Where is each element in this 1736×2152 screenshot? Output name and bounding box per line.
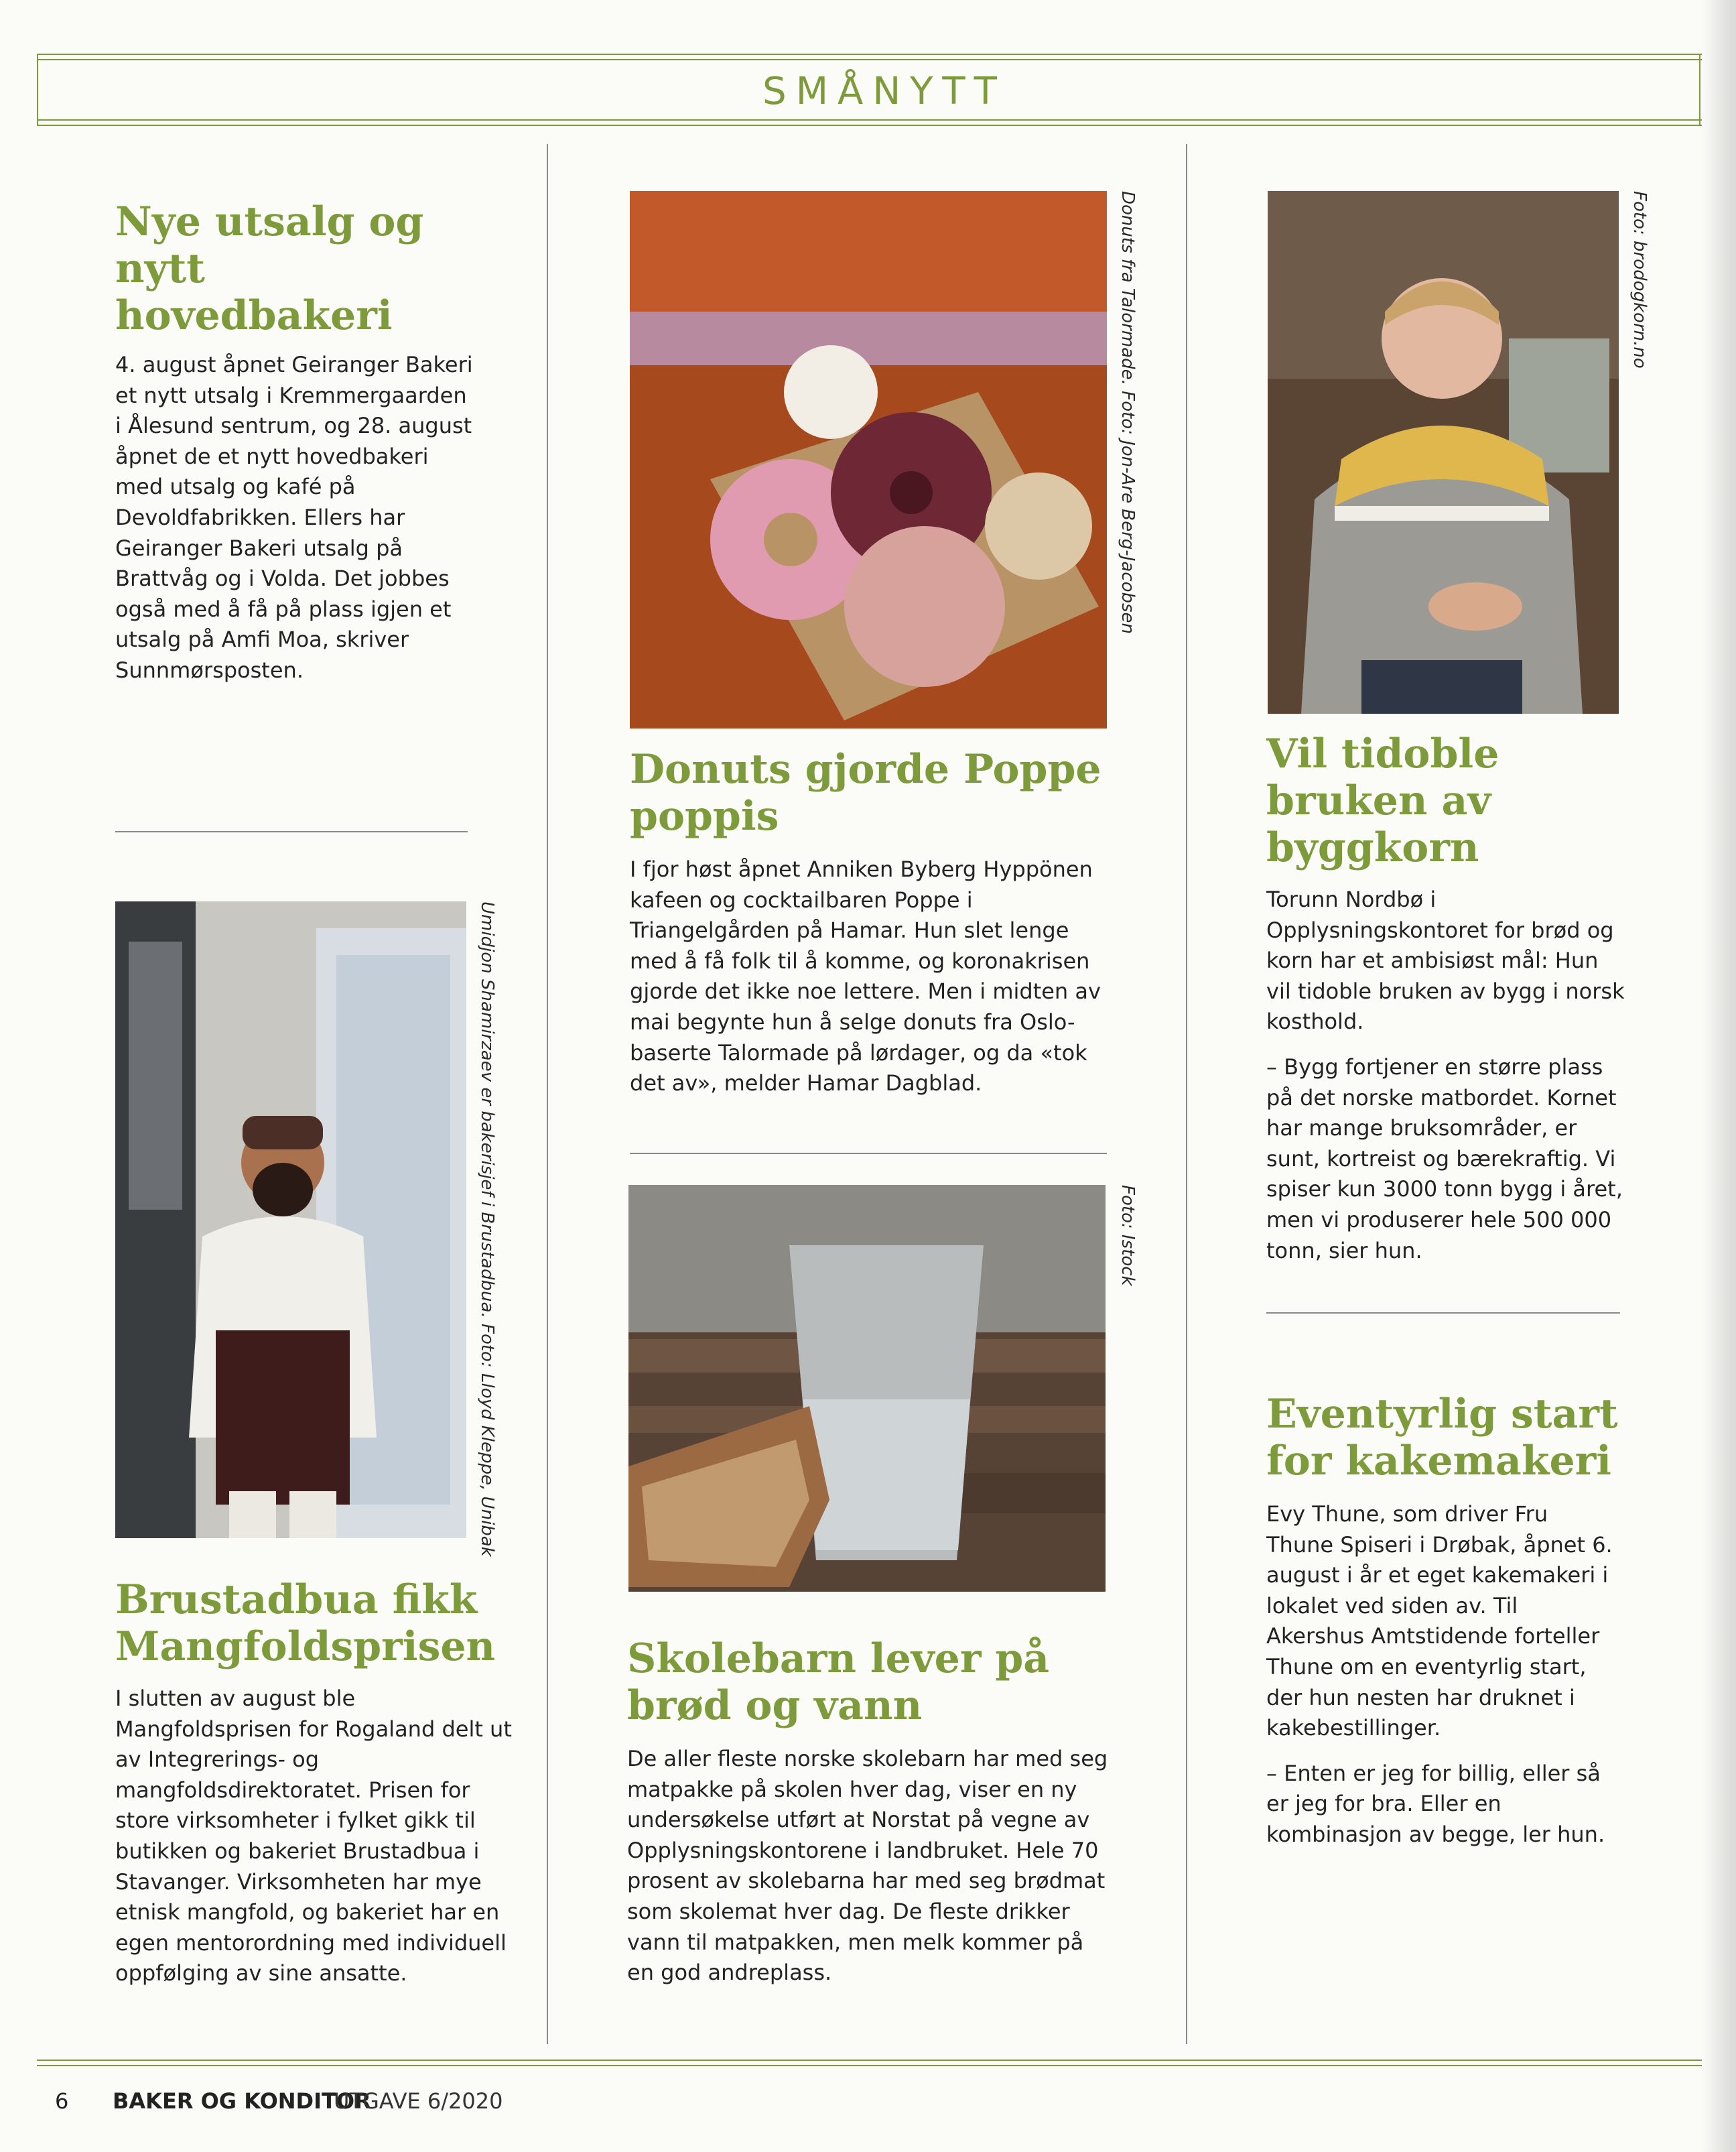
article-paragraph: I fjor høst åpnet Anniken Byberg Hyppönen kafeen og cocktailbaren Poppe i Triangelgården på Hamar. Hun slet lenge med å få folk til å komme, og koronakrisen gjorde det ikke noe lettere. Men i midten av mai begynte hun å selge donuts fra Oslo-baserte Talormade på lørdager, og da «tok det av», melder Hamar Dagblad. — [630, 857, 1101, 1096]
magazine-name: BAKER OG KONDITOR — [113, 2088, 371, 2114]
article-body — [1266, 1499, 1621, 1865]
article-body — [115, 350, 477, 701]
photo-caption: Umidjon Shamirzaev er bakerisjef i Brustadbua. Foto: Lloyd Kleppe, Unibak — [477, 901, 497, 1557]
article-paragraph: – Bygg fortjener en større plass på det norske matbordet. Kornet har mange bruksområder, er sunt, kortreist og bærekraftig. Vi spiser kun 3000 tonn bygg i året, men vi produserer hele 500 000 tonn, sier hun. — [1266, 1054, 1623, 1263]
article-divider — [115, 831, 468, 832]
article-body — [115, 1684, 517, 2004]
article-body — [630, 855, 1112, 1114]
article-divider — [630, 1153, 1107, 1154]
donuts-photo — [630, 191, 1107, 729]
issue-label: UTGAVE 6/2020 — [334, 2088, 503, 2114]
article-paragraph: 4. august åpnet Geiranger Bakeri et nytt utsalg i Kremmergaarden i Ålesund sentrum, og 28. august åpnet de et nytt hovedbakeri med utsalg og kafé på Devoldfabrikken. Ellers har Geiranger Bakeri utsalg på Brattvåg og i Volda. Det jobbes også med å få på plass igjen et utsalg på Amfi Moa, skriver Sunnmørsposten. — [115, 352, 473, 683]
bread-water-photo — [628, 1185, 1106, 1592]
article-headline: Vil tidoble bruken av byggkorn — [1266, 731, 1499, 871]
column-separator — [1186, 144, 1187, 2044]
baker-photo — [115, 901, 466, 1538]
article-paragraph: – Enten er jeg for billig, eller så er jeg for bra. Eller en kombinasjon av begge, ler hun. — [1266, 1760, 1605, 1847]
photo-caption: Foto: brodogkorn.no — [1629, 191, 1650, 369]
photo-caption: Donuts fra Talormade. Foto: Jon-Are Berg-Jacobsen — [1118, 191, 1138, 635]
page-edge-shadow — [1702, 0, 1736, 2152]
article-headline: Donuts gjorde Poppe poppis — [630, 746, 1101, 840]
section-title: SMÅNYTT — [762, 70, 1006, 113]
article-paragraph: De aller fleste norske skolebarn har med seg matpakke på skolen hver dag, viser en ny undersøkelse utført at Norstat på vegne av Opplysningskontorene i landbruket. Hele 70 prosent av skolebarna har med seg brødmat som skolemat hver dag. De fleste drikker vann til matpakken, men melk kommer på en god andreplass. — [627, 1746, 1108, 1986]
article-headline: Eventyrlig start for kakemakeri — [1266, 1391, 1618, 1484]
portrait-photo — [1268, 191, 1619, 714]
article-paragraph: Torunn Nordbø i Opplysningskontoret for brød og korn har et ambisiøst mål: Hun vil tidoble bruken av bygg i norsk kosthold. — [1266, 887, 1625, 1035]
article-paragraph: Evy Thune, som driver Fru Thune Spiseri i Drøbak, åpnet 6. august i år et eget kakemakeri i lokalet ved siden av. Til Akershus Amtstidende forteller Thune om en eventyrlig start, der hun nesten har druknet i kakebestillinger. — [1266, 1501, 1613, 1741]
page-number: 6 — [55, 2088, 69, 2114]
article-divider — [1266, 1312, 1620, 1314]
article-headline: Brustadbua fikk Mangfoldsprisen — [115, 1576, 496, 1670]
article-headline: Nye utsalg og nytt hovedbakeri — [115, 198, 424, 339]
article-body — [1266, 885, 1628, 1281]
article-body — [627, 1744, 1112, 2003]
article-paragraph: I slutten av august ble Mangfoldsprisen for Rogaland delt ut av Integrerings- og mangfoldsdirektoratet. Prisen for store virksomheter i fylket gikk til butikken og bakeriet Brustadbua i Stavanger. Virksomheten har mye etnisk mangfold, og bakeriet har en egen mentorordning med individuell oppfølging av sine ansatte. — [115, 1686, 512, 1986]
photo-caption: Foto: Istock — [1118, 1185, 1138, 1286]
column-separator — [547, 144, 548, 2044]
article-headline: Skolebarn lever på brød og vann — [627, 1635, 1050, 1729]
